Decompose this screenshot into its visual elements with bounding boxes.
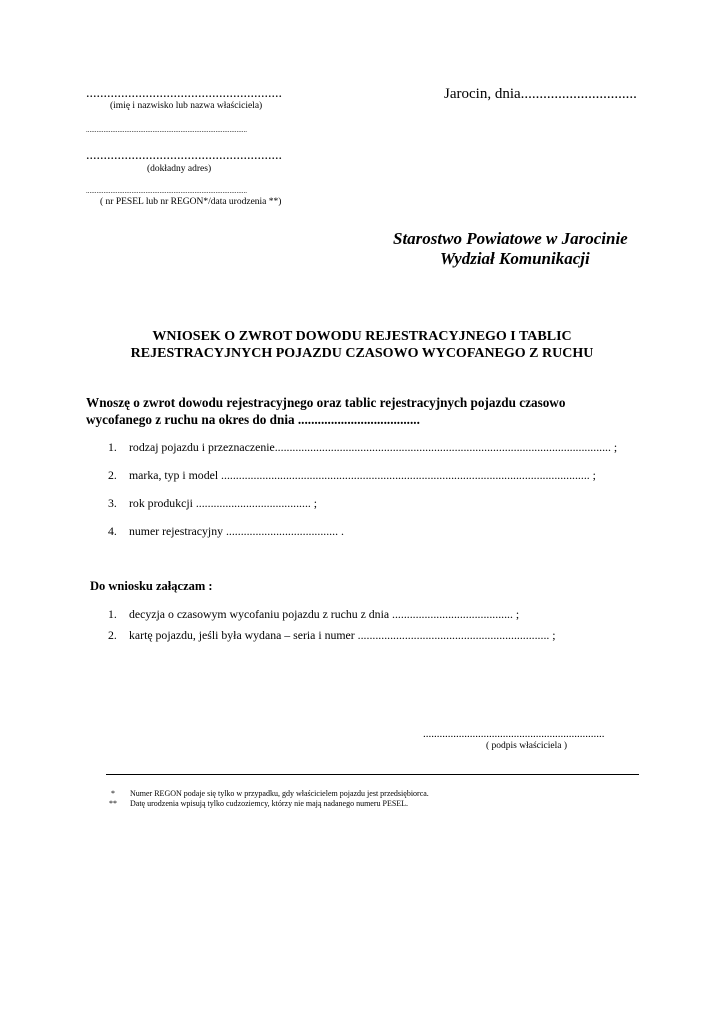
item-number: 3. — [108, 496, 117, 510]
intro-line2[interactable]: wycofanego z ruchu na okres do dnia ..................................... — [86, 412, 420, 427]
attachments-heading: Do wniosku załączam : — [90, 579, 213, 593]
document-title-line1: WNIOSEK O ZWROT DOWODU REJESTRACYJNEGO I TABLIC — [152, 329, 572, 344]
production-year-field[interactable]: rok produkcji ....................................... ; — [129, 496, 318, 510]
item-number: 2. — [108, 468, 117, 482]
owner-id-caption: ( nr PESEL lub nr REGON*/data urodzenia **) — [100, 197, 282, 207]
owner-name-line[interactable]: ........................................................ — [86, 86, 282, 101]
vehicle-type-field[interactable]: rodzaj pojazdu i przeznaczenie.................................................................................................................. ; — [129, 440, 618, 454]
decision-date-field[interactable]: decyzja o czasowym wycofaniu pojazdu z ruchu z dnia ......................................... ; — [129, 607, 520, 621]
attachment-number: 1. — [108, 607, 117, 621]
office-name: Starostwo Powiatowe w Jarocinie — [393, 229, 628, 248]
item-number: 4. — [108, 524, 117, 538]
intro-line1: Wnoszę o zwrot dowodu rejestracyjnego oraz tablic rejestracyjnych pojazdu czasowo — [86, 395, 566, 410]
attachment-number: 2. — [108, 628, 117, 642]
place-date[interactable]: Jarocin, dnia............................... — [444, 86, 637, 102]
owner-name-caption: (imię i nazwisko lub nazwa właściciela) — [110, 101, 263, 111]
footnote-mark: * — [111, 789, 115, 798]
item-number: 1. — [108, 440, 117, 454]
vehicle-make-field[interactable]: marka, typ i model ............................................................................................................................. ; — [129, 468, 596, 482]
footnote-text: Numer REGON podaje się tylko w przypadku, gdy właścicielem pojazdu jest przedsiębiorca. — [130, 789, 429, 798]
footnote-divider — [106, 774, 639, 775]
owner-id-line[interactable]: ............................................................................................ — [86, 187, 247, 195]
owner-address-caption: (dokładny adres) — [147, 164, 212, 174]
signature-line[interactable]: .................................................................. — [423, 728, 605, 740]
footnote-text: Datę urodzenia wpisują tylko cudzoziemcy, którzy nie mają nadanego numeru PESEL. — [130, 799, 409, 808]
owner-extra-line[interactable]: ............................................................................................ — [86, 126, 247, 134]
footnote-mark: ** — [109, 799, 117, 808]
office-department: Wydział Komunikacji — [440, 249, 590, 268]
signature-caption: ( podpis właściciela ) — [486, 741, 567, 751]
registration-number-field[interactable]: numer rejestracyjny ...................................... . — [129, 524, 344, 538]
vehicle-card-field[interactable]: kartę pojazdu, jeśli była wydana – seria i numer ................................................................. ; — [129, 628, 556, 642]
owner-address-line[interactable]: ........................................................ — [86, 148, 282, 163]
document-title-line2: REJESTRACYJNYCH POJAZDU CZASOWO WYCOFANEGO Z RUCHU — [130, 346, 594, 361]
